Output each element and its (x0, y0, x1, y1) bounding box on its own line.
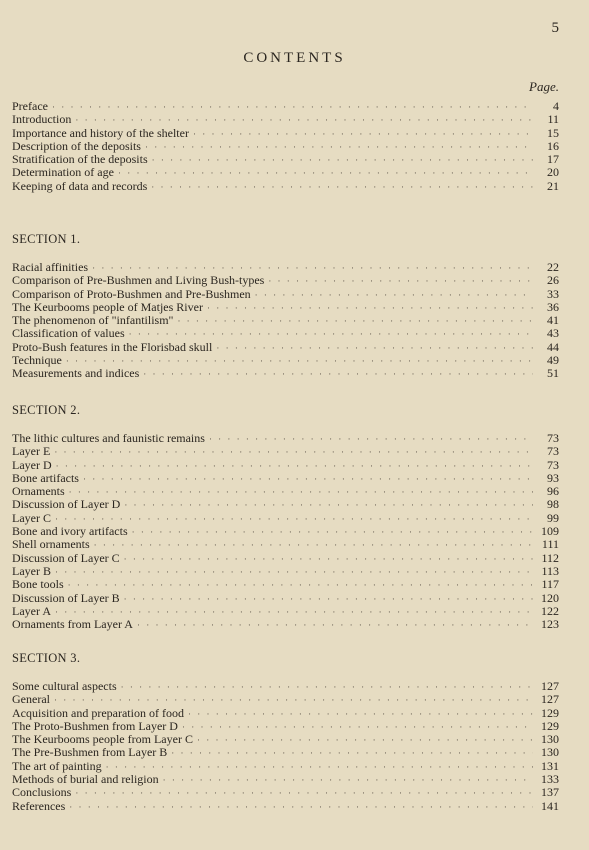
toc-entry (12, 459, 559, 472)
toc-entry-page: 51 (547, 366, 559, 381)
toc-entry-page: 96 (547, 484, 559, 499)
dot-leader (132, 526, 533, 539)
dot-leader (177, 315, 533, 328)
toc-entry-page: 11 (547, 112, 559, 127)
toc-entry-page: 127 (541, 679, 559, 693)
dot-leader (121, 681, 533, 694)
toc-entry-title: Comparison of Proto-Bushmen and Pre-Bushmen (12, 286, 251, 301)
toc-entry (12, 100, 559, 113)
toc-entry-title: Bone and ivory artifacts (12, 524, 128, 539)
toc-entry-page: 129 (541, 705, 559, 720)
toc-entry-title: The art of painting (12, 758, 102, 773)
toc-entry-title: Determination of age (12, 165, 114, 180)
toc-entry-title: Description of the deposits (12, 138, 141, 153)
toc-entry-page: 16 (547, 138, 559, 153)
toc-entry-page: 73 (547, 431, 559, 445)
toc-entry (12, 485, 559, 498)
toc-entry (12, 472, 559, 485)
dot-leader (56, 460, 533, 473)
dot-leader (94, 539, 533, 552)
toc-entry-title: The phenomenon of "infantilism" (12, 313, 174, 328)
toc-entry-page: 41 (547, 313, 559, 328)
toc-entry (12, 432, 559, 445)
toc-entry-page: 22 (547, 260, 559, 274)
dot-leader (52, 101, 533, 114)
toc-entry (12, 680, 559, 693)
toc-entry-title: Comparison of Pre-Bushmen and Living Bush-types (12, 273, 265, 288)
toc-entry-title: Keeping of data and records (12, 178, 148, 193)
toc-entry (12, 720, 559, 733)
toc-entry-page: 26 (547, 273, 559, 288)
section-heading: SECTION 2. (12, 403, 81, 417)
dot-leader (188, 708, 533, 721)
dot-leader (163, 774, 533, 787)
toc-entry (12, 327, 559, 340)
toc-entry-page: 130 (541, 732, 559, 747)
page-column-label: Page. (529, 79, 559, 94)
toc-entry-title: Layer B (12, 563, 51, 578)
toc-entry-title: Classification of values (12, 326, 125, 341)
dot-leader (152, 154, 533, 167)
toc-entry-title: The Keurbooms people from Layer C (12, 732, 193, 747)
toc-entry-title: Discussion of Layer B (12, 590, 120, 605)
dot-leader (69, 486, 533, 499)
dot-leader (106, 761, 533, 774)
toc-entry-page: 93 (547, 470, 559, 485)
toc-entry-title: The lithic cultures and faunistic remains (12, 431, 205, 445)
dot-leader (118, 167, 533, 180)
toc-entry (12, 800, 559, 813)
toc-entry-title: Discussion of Layer D (12, 497, 121, 512)
toc-entry (12, 261, 559, 274)
toc-entry-title: Layer D (12, 457, 52, 472)
toc-entry-page: 109 (541, 524, 559, 539)
toc-entry (12, 140, 559, 153)
toc-entry-page: 113 (541, 563, 559, 578)
section-3 (12, 651, 559, 813)
dot-leader (137, 619, 533, 632)
section-1 (12, 232, 559, 381)
toc-entry-title: Conclusions (12, 785, 72, 800)
dot-leader (145, 141, 533, 154)
toc-entry (12, 367, 559, 380)
toc-entry-title: Shell ornaments (12, 537, 90, 552)
toc-entry (12, 498, 559, 511)
toc-entry (12, 578, 559, 591)
section-heading: SECTION 3. (12, 651, 81, 665)
toc-entry-title: Preface (12, 99, 48, 113)
toc-entry-page: 122 (541, 603, 559, 618)
toc-entry-title: General (12, 692, 50, 707)
dot-leader (151, 181, 533, 194)
toc-entry-page: 127 (541, 692, 559, 707)
dot-leader (171, 747, 533, 760)
toc-entry (12, 552, 559, 565)
toc-entry-title: Importance and history of the shelter (12, 125, 189, 140)
dot-leader (68, 579, 533, 592)
toc-entry-page: 33 (547, 286, 559, 301)
toc-entry (12, 314, 559, 327)
toc-entry-page: 111 (541, 537, 559, 552)
toc-entry-page: 141 (541, 798, 559, 813)
toc-entry-title: Layer A (12, 603, 51, 618)
dot-leader (75, 787, 533, 800)
toc-entry (12, 512, 559, 525)
toc-entry-page: 20 (547, 165, 559, 180)
toc-entry-page: 73 (547, 457, 559, 472)
toc-entry (12, 592, 559, 605)
dot-leader (69, 801, 533, 814)
toc-entry-title: Ornaments from Layer A (12, 617, 133, 632)
toc-entry-page: 15 (547, 125, 559, 140)
toc-entry-page: 43 (547, 326, 559, 341)
toc-entry-title: Bone artifacts (12, 470, 79, 485)
dot-leader (255, 289, 533, 302)
toc-entry-title: Technique (12, 353, 62, 368)
toc-entry (12, 538, 559, 551)
toc-entry-title: Proto-Bush features in the Florisbad skull (12, 339, 213, 354)
toc-entry (12, 525, 559, 538)
toc-entry-page: 130 (541, 745, 559, 760)
toc-entry-page: 73 (547, 444, 559, 459)
toc-entry (12, 127, 559, 140)
toc-entry-title: Some cultural aspects (12, 679, 117, 693)
toc-entry-title: The Pre-Bushmen from Layer B (12, 745, 168, 760)
toc-entry-page: 98 (547, 497, 559, 512)
toc-entry (12, 153, 559, 166)
toc-entry (12, 288, 559, 301)
toc-entry-page: 120 (541, 590, 559, 605)
toc-entry-page: 36 (547, 299, 559, 314)
toc-entry (12, 746, 559, 759)
toc-entry (12, 113, 559, 126)
toc-entry-title: Racial affinities (12, 260, 89, 274)
toc-entry-page: 44 (547, 339, 559, 354)
dot-leader (143, 368, 533, 381)
toc-entry-page: 129 (541, 718, 559, 733)
dot-leader (124, 553, 533, 566)
toc-entry-title: References (12, 798, 66, 813)
dot-leader (83, 473, 533, 486)
toc-entry-title: Layer C (12, 510, 51, 525)
toc-entry-page: 123 (541, 617, 559, 632)
toc-entry (12, 786, 559, 799)
dot-leader (209, 433, 533, 446)
dot-leader (197, 734, 533, 747)
toc-entry (12, 274, 559, 287)
toc-entry-page: 4 (553, 99, 559, 113)
page-number: 5 (551, 20, 559, 36)
toc-entry-page: 17 (547, 152, 559, 167)
toc-entry (12, 707, 559, 720)
toc-entry (12, 445, 559, 458)
toc-entry-title: Measurements and indices (12, 366, 140, 381)
toc-entry (12, 166, 559, 179)
toc-entry-title: The Keurbooms people of Matjes River (12, 299, 203, 314)
dot-leader (124, 593, 533, 606)
toc-entry-title: Bone tools (12, 577, 64, 592)
toc-entry (12, 341, 559, 354)
toc-entry (12, 760, 559, 773)
toc-entry (12, 773, 559, 786)
toc-entry-page: 21 (547, 178, 559, 193)
toc-entry (12, 180, 559, 193)
toc-entry-page: 99 (547, 510, 559, 525)
toc-entry-title: Stratification of the deposits (12, 152, 148, 167)
toc-entry (12, 605, 559, 618)
toc-entry-page: 117 (541, 577, 559, 592)
toc-entry-page: 131 (541, 758, 559, 773)
toc-entry (12, 618, 559, 631)
dot-leader (216, 342, 533, 355)
dot-leader (55, 566, 533, 579)
front-matter-list (12, 100, 559, 193)
toc-entry-title: Layer E (12, 444, 51, 459)
toc-entry (12, 354, 559, 367)
dot-leader (124, 499, 533, 512)
toc-entry (12, 693, 559, 706)
toc-entry-page: 49 (547, 353, 559, 368)
toc-entry-title: Ornaments (12, 484, 65, 499)
dot-leader (193, 128, 533, 141)
toc-entry-page: 137 (541, 785, 559, 800)
page-title: CONTENTS (243, 50, 346, 66)
toc-entry-page: 112 (541, 550, 559, 565)
toc-entry-page: 133 (541, 772, 559, 787)
toc-entry-title: Methods of burial and religion (12, 772, 159, 787)
toc-entry (12, 565, 559, 578)
dot-leader (182, 721, 533, 734)
toc-entry-title: The Proto-Bushmen from Layer D (12, 718, 178, 733)
dot-leader (268, 275, 533, 288)
dot-leader (207, 302, 533, 315)
toc-entry-title: Introduction (12, 112, 72, 127)
section-2 (12, 403, 559, 631)
toc-entry (12, 733, 559, 746)
toc-entry-title: Acquisition and preparation of food (12, 705, 184, 720)
section-heading: SECTION 1. (12, 232, 81, 246)
toc-entry (12, 301, 559, 314)
dot-leader (54, 446, 533, 459)
toc-entry-title: Discussion of Layer C (12, 550, 120, 565)
